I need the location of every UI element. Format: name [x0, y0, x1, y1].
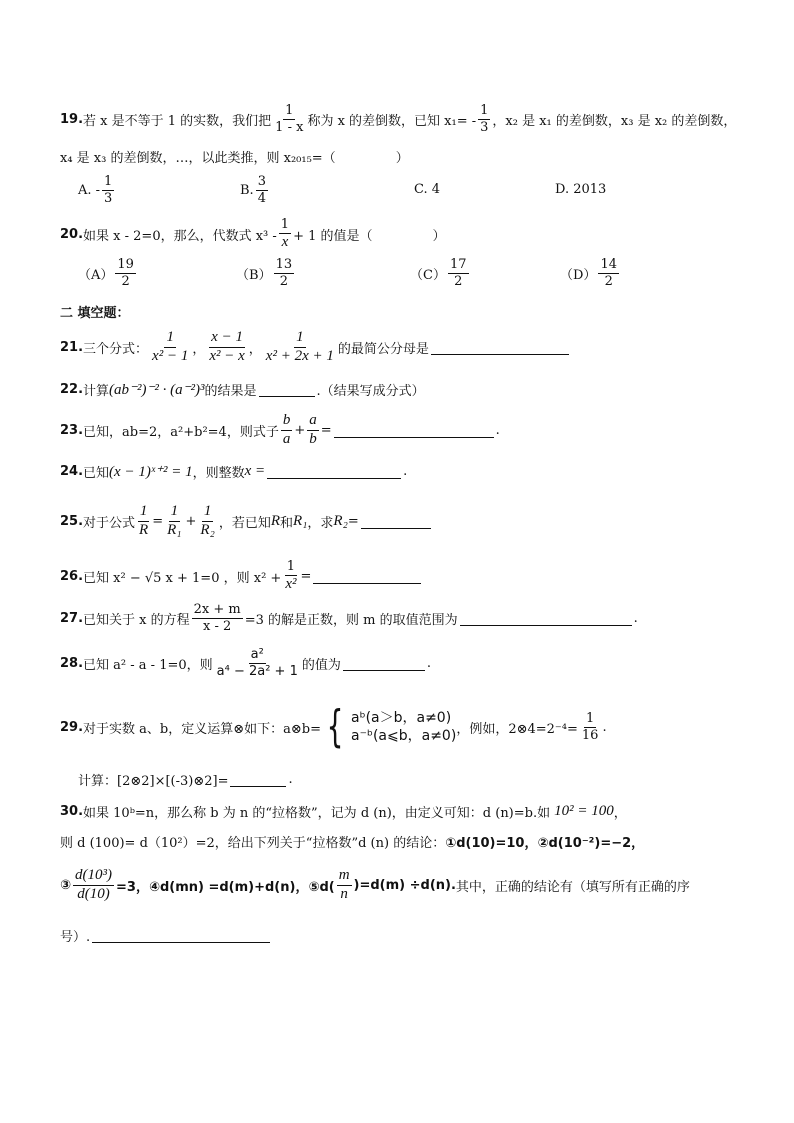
left-brace-icon: {: [326, 701, 344, 752]
q23-f2-num: a: [307, 413, 319, 431]
q20-text-c: ）: [432, 228, 446, 244]
q21-f3-den: x² + 2x + 1: [265, 347, 334, 364]
q21-answer-blank[interactable]: [431, 340, 569, 355]
q25-f2-num: 1: [169, 504, 181, 522]
q25-answer-blank[interactable]: [361, 514, 431, 529]
q25-var-r1: R₁: [293, 512, 308, 529]
q26-text-b: =: [300, 568, 312, 584]
q21-text-a: 三个分式：: [83, 341, 149, 357]
q24-end: .: [403, 464, 408, 479]
q20-text-b: + 1 的值是（: [293, 228, 373, 244]
q19-line1: [60, 104, 736, 134]
q29-line2: [78, 770, 293, 789]
q23-f2-den: b: [309, 430, 317, 447]
q20-option-a-den: 2: [121, 273, 130, 289]
q29-frac-num: 1: [586, 710, 595, 726]
q29-end: .: [602, 719, 607, 735]
q29-line2-text: 计算：[2⊗2]×[(-3)⊗2]=: [78, 774, 229, 789]
q24-line: [60, 462, 407, 481]
q21-f2-den: x² − x: [209, 347, 245, 364]
q29-number: 29.: [60, 719, 84, 735]
q27-line: [60, 603, 638, 633]
q23-fraction-2: [307, 413, 319, 448]
q23-f1-den: a: [282, 430, 291, 447]
q19-x1-num: 1: [480, 103, 489, 118]
q29-case-1: aᵇ(a＞b，a≠0): [351, 709, 452, 726]
q29-case-2: a⁻ᵇ(a⩽b，a≠0): [351, 728, 457, 744]
q30-item3-num: d(10³): [73, 868, 114, 886]
q20-option-b-den: 2: [279, 273, 288, 289]
q30-line1: [60, 802, 627, 821]
q23-plus: +: [294, 422, 306, 438]
q30-line1-text: 如果 10ᵇ=n，那么称 b 为 n 的“拉格数”，记为 d (n)，由定义可知：d (n)=b.如: [83, 806, 551, 821]
q19-x1-den: 3: [480, 119, 489, 135]
q25-f3-den: R₂: [200, 521, 215, 538]
q19-option-a-den: 3: [104, 190, 113, 206]
q27-end: .: [633, 610, 638, 626]
q19-number: 19.: [60, 111, 84, 127]
q30-item3-den: d(10): [77, 885, 110, 902]
q20-number: 20.: [60, 226, 84, 242]
q20-option-a[interactable]: [78, 258, 138, 288]
q28-end: .: [426, 655, 432, 671]
q25-fraction-3: [198, 504, 216, 539]
q24-answer-blank[interactable]: [267, 464, 401, 479]
section-fill-in: 二 填空题：: [60, 306, 130, 321]
q19-option-a-label: A. -: [78, 182, 101, 198]
q30-number: 30.: [60, 804, 84, 819]
q19-line2-end: ）: [395, 151, 409, 166]
q25-text-e: =: [347, 513, 359, 529]
q19-option-b-label: B.: [240, 182, 254, 198]
q23-line: [60, 413, 500, 448]
q24-expression: (x − 1)ˣ⁺² = 1: [109, 464, 193, 480]
q24-text-a: 已知: [83, 466, 110, 481]
q24-variable: x =: [244, 463, 266, 479]
q26-answer-blank[interactable]: [313, 569, 421, 584]
q19-fraction: [273, 104, 305, 134]
q21-number: 21.: [60, 339, 84, 355]
q30-line2-bold: ①d(10)=10，②d(10⁻²)=−2，: [445, 836, 645, 851]
q29-fraction: [580, 712, 601, 742]
q30-item5-rest: )=d(m) ÷d(n).: [353, 877, 456, 893]
q26-frac-den: x²: [285, 575, 297, 592]
q19-option-b-den: 4: [257, 190, 266, 206]
q28-number: 28.: [60, 655, 84, 671]
q23-equals: =: [320, 422, 332, 438]
q25-text-b: ，若已知: [218, 515, 271, 531]
q25-line: [60, 504, 433, 539]
q25-var-r2: R₂: [333, 512, 348, 529]
q30-item3-rest: =3，④d(mn) =d(m)+d(n)，⑤d(: [116, 879, 335, 895]
q20-option-c-label: （C）: [410, 267, 446, 283]
q25-text-c: 和: [280, 515, 294, 531]
q23-text-a: 已知，ab=2，a²+b²=4，则式子: [83, 424, 279, 440]
q28-frac-num: a²: [250, 647, 264, 662]
q29-answer-blank[interactable]: [230, 772, 286, 787]
q30-line4: [60, 926, 272, 945]
q25-text-d: ，求: [307, 515, 334, 531]
q19-option-b-num: 3: [257, 174, 266, 189]
q20-frac-num: 1: [280, 217, 290, 232]
q28-fraction: [215, 648, 300, 678]
q28-line: [60, 648, 431, 678]
q26-frac-num: 1: [286, 559, 296, 574]
q19-option-d-label: D. 2013: [555, 182, 607, 197]
q27-frac-num: 2x + m: [193, 602, 241, 617]
q25-number: 25.: [60, 513, 84, 529]
q20-option-d-label: （D）: [560, 267, 597, 283]
q30-item5-den: n: [340, 885, 348, 902]
q19-option-c-label: C. 4: [414, 182, 441, 197]
q20-option-b-num: 13: [275, 257, 293, 272]
q20-option-c-num: 17: [449, 257, 467, 272]
q19-line2-text: x₄ 是 x₃ 的差倒数，…，以此类推，则 x₂₀₁₅=（: [60, 151, 336, 166]
q28-frac-den: a⁴ − 2a² + 1: [216, 663, 298, 679]
q20-option-b[interactable]: [236, 258, 296, 288]
q21-fraction-1: [150, 330, 190, 365]
q20-option-d-den: 2: [604, 273, 613, 289]
q21-fraction-2: [207, 330, 246, 365]
q21-line: 21. 三个分式： $\frac{1}{\text{x² − 1}}$ ， $\frac{x - 1}{\text{x² − x}}$ ， $\frac{1}{\text{x² + 2x + 1}}$ 的最简公分母是: [60, 330, 571, 365]
q21-f2-num: x − 1: [209, 330, 245, 348]
q21-f1-den: x² − 1: [152, 347, 189, 364]
q25-plus: +: [185, 513, 197, 529]
q23-end: .: [495, 422, 500, 438]
q30-item3-fraction: [73, 868, 114, 903]
q30-item5-fraction: [337, 868, 352, 903]
q20-option-d[interactable]: [560, 258, 621, 288]
q25-text-a: 对于公式: [83, 515, 136, 531]
q19-option-d[interactable]: [555, 182, 606, 197]
q20-text-a: 如果 x - 2=0，那么，代数式 x³ -: [83, 228, 277, 244]
q19-text-a: 若 x 是不等于 1 的实数，我们把: [83, 113, 272, 129]
q21-f3-num: 1: [294, 330, 306, 348]
q21-text-b: 的最简公分母是: [337, 341, 429, 357]
q26-fraction: [283, 560, 298, 592]
q24-number: 24.: [60, 464, 84, 479]
q30-line3: [60, 868, 690, 903]
q28-answer-blank[interactable]: [343, 656, 425, 671]
q20-option-a-fraction: [115, 258, 136, 288]
q26-text-a: 已知 x² − √5 x + 1=0 ，则 x² +: [83, 570, 282, 586]
q30-tail: 其中，正确的结论有（填写所有正确的序: [455, 879, 690, 895]
q30-line4-text: 号）.: [60, 930, 91, 945]
q22-expression: (ab⁻²)⁻² · (a⁻²)³: [109, 382, 205, 398]
q19-x1-fraction: [478, 104, 490, 134]
q19-text-c: ，x₂ 是 x₁ 的差倒数，x₃ 是 x₂ 的差倒数，: [492, 113, 737, 129]
q25-fraction-1: [137, 504, 150, 539]
q20-line1: [60, 218, 446, 250]
q30-line2: [60, 832, 644, 851]
q21-fraction-3: [264, 330, 336, 365]
q19-option-b-fraction: [256, 175, 268, 205]
q25-f1-num: 1: [138, 504, 150, 522]
q30-item3-prefix: ③: [60, 877, 72, 893]
q25-f2-den: R₁: [167, 521, 182, 538]
q28-text-b: 的值为: [301, 657, 341, 673]
q22-text-b: 的结果是: [204, 384, 257, 399]
q25-fraction-2: [165, 504, 183, 539]
q25-var-r: R: [270, 512, 280, 529]
q29-piecewise: [321, 701, 457, 752]
q20-option-d-fraction: [598, 258, 619, 288]
q19-option-c[interactable]: [414, 182, 440, 197]
q29-frac-den: 16: [581, 727, 599, 743]
q27-frac-den: x - 2: [203, 618, 232, 634]
q27-text-b: =3 的解是正数，则 m 的取值范围为: [244, 612, 458, 628]
q19-text-b: 称为 x 的差倒数，已知 x₁= -: [307, 113, 477, 129]
q20-option-c-fraction: [448, 258, 469, 288]
q20-option-d-num: 14: [600, 257, 617, 272]
q29-text-a: 对于实数 a、b，定义运算⊗如下：a⊗b=: [83, 721, 321, 737]
q22-text-a: 计算: [83, 384, 110, 399]
q30-line2-text: 则 d (100)= d（10²）=2，给出下列关于“拉格数”d (n) 的结论：: [60, 836, 446, 851]
q22-answer-blank[interactable]: [259, 382, 315, 397]
q23-fraction-1: [281, 413, 293, 448]
q19-frac-num: 1: [285, 103, 294, 118]
q25-f1-den: R: [139, 521, 149, 538]
q25-f3-num: 1: [202, 504, 214, 522]
q19-option-a-num: 1: [104, 174, 113, 189]
q27-answer-blank[interactable]: [460, 611, 632, 626]
q30-line1-expr: 10² = 100: [554, 803, 614, 819]
q20-option-c[interactable]: [410, 258, 471, 288]
q23-answer-blank[interactable]: [334, 423, 494, 438]
q29-line1: [60, 701, 607, 752]
q19-option-b[interactable]: [240, 175, 270, 205]
q22-number: 22.: [60, 382, 84, 397]
q19-option-a-fraction: [102, 175, 114, 205]
q24-text-b: ，则整数: [192, 466, 245, 481]
q20-option-a-label: （A）: [78, 267, 114, 283]
q21-f1-num: 1: [164, 330, 176, 348]
q27-fraction: [192, 603, 243, 633]
q20-option-c-den: 2: [454, 273, 463, 289]
q20-option-b-label: （B）: [236, 267, 272, 283]
q29-text-b: ，例如，2⊗4=2⁻⁴=: [456, 721, 578, 737]
q26-line: [60, 560, 423, 592]
q19-option-a[interactable]: [78, 175, 116, 205]
q19-frac-den: 1 - x: [275, 119, 304, 135]
q30-answer-blank[interactable]: [92, 928, 270, 943]
q28-text-a: 已知 a² - a - 1=0，则: [83, 657, 213, 673]
q20-frac-den: x: [281, 233, 289, 250]
q20-option-a-num: 19: [117, 257, 134, 272]
q23-f1-num: b: [281, 413, 293, 431]
q26-number: 26.: [60, 568, 84, 584]
q27-text-a: 已知关于 x 的方程: [83, 612, 190, 628]
q22-text-c: .（结果写成分式）: [316, 384, 425, 399]
q30-line1-end: ，: [613, 806, 627, 821]
q25-equals: =: [152, 513, 164, 529]
q22-line: [60, 380, 425, 399]
q19-line2: [60, 147, 409, 166]
q29-line2-end: .: [288, 772, 293, 787]
q27-number: 27.: [60, 610, 84, 626]
q23-number: 23.: [60, 422, 84, 438]
q20-fraction: [279, 218, 291, 250]
q20-option-b-fraction: [274, 258, 295, 288]
q30-item5-num: m: [337, 868, 352, 886]
